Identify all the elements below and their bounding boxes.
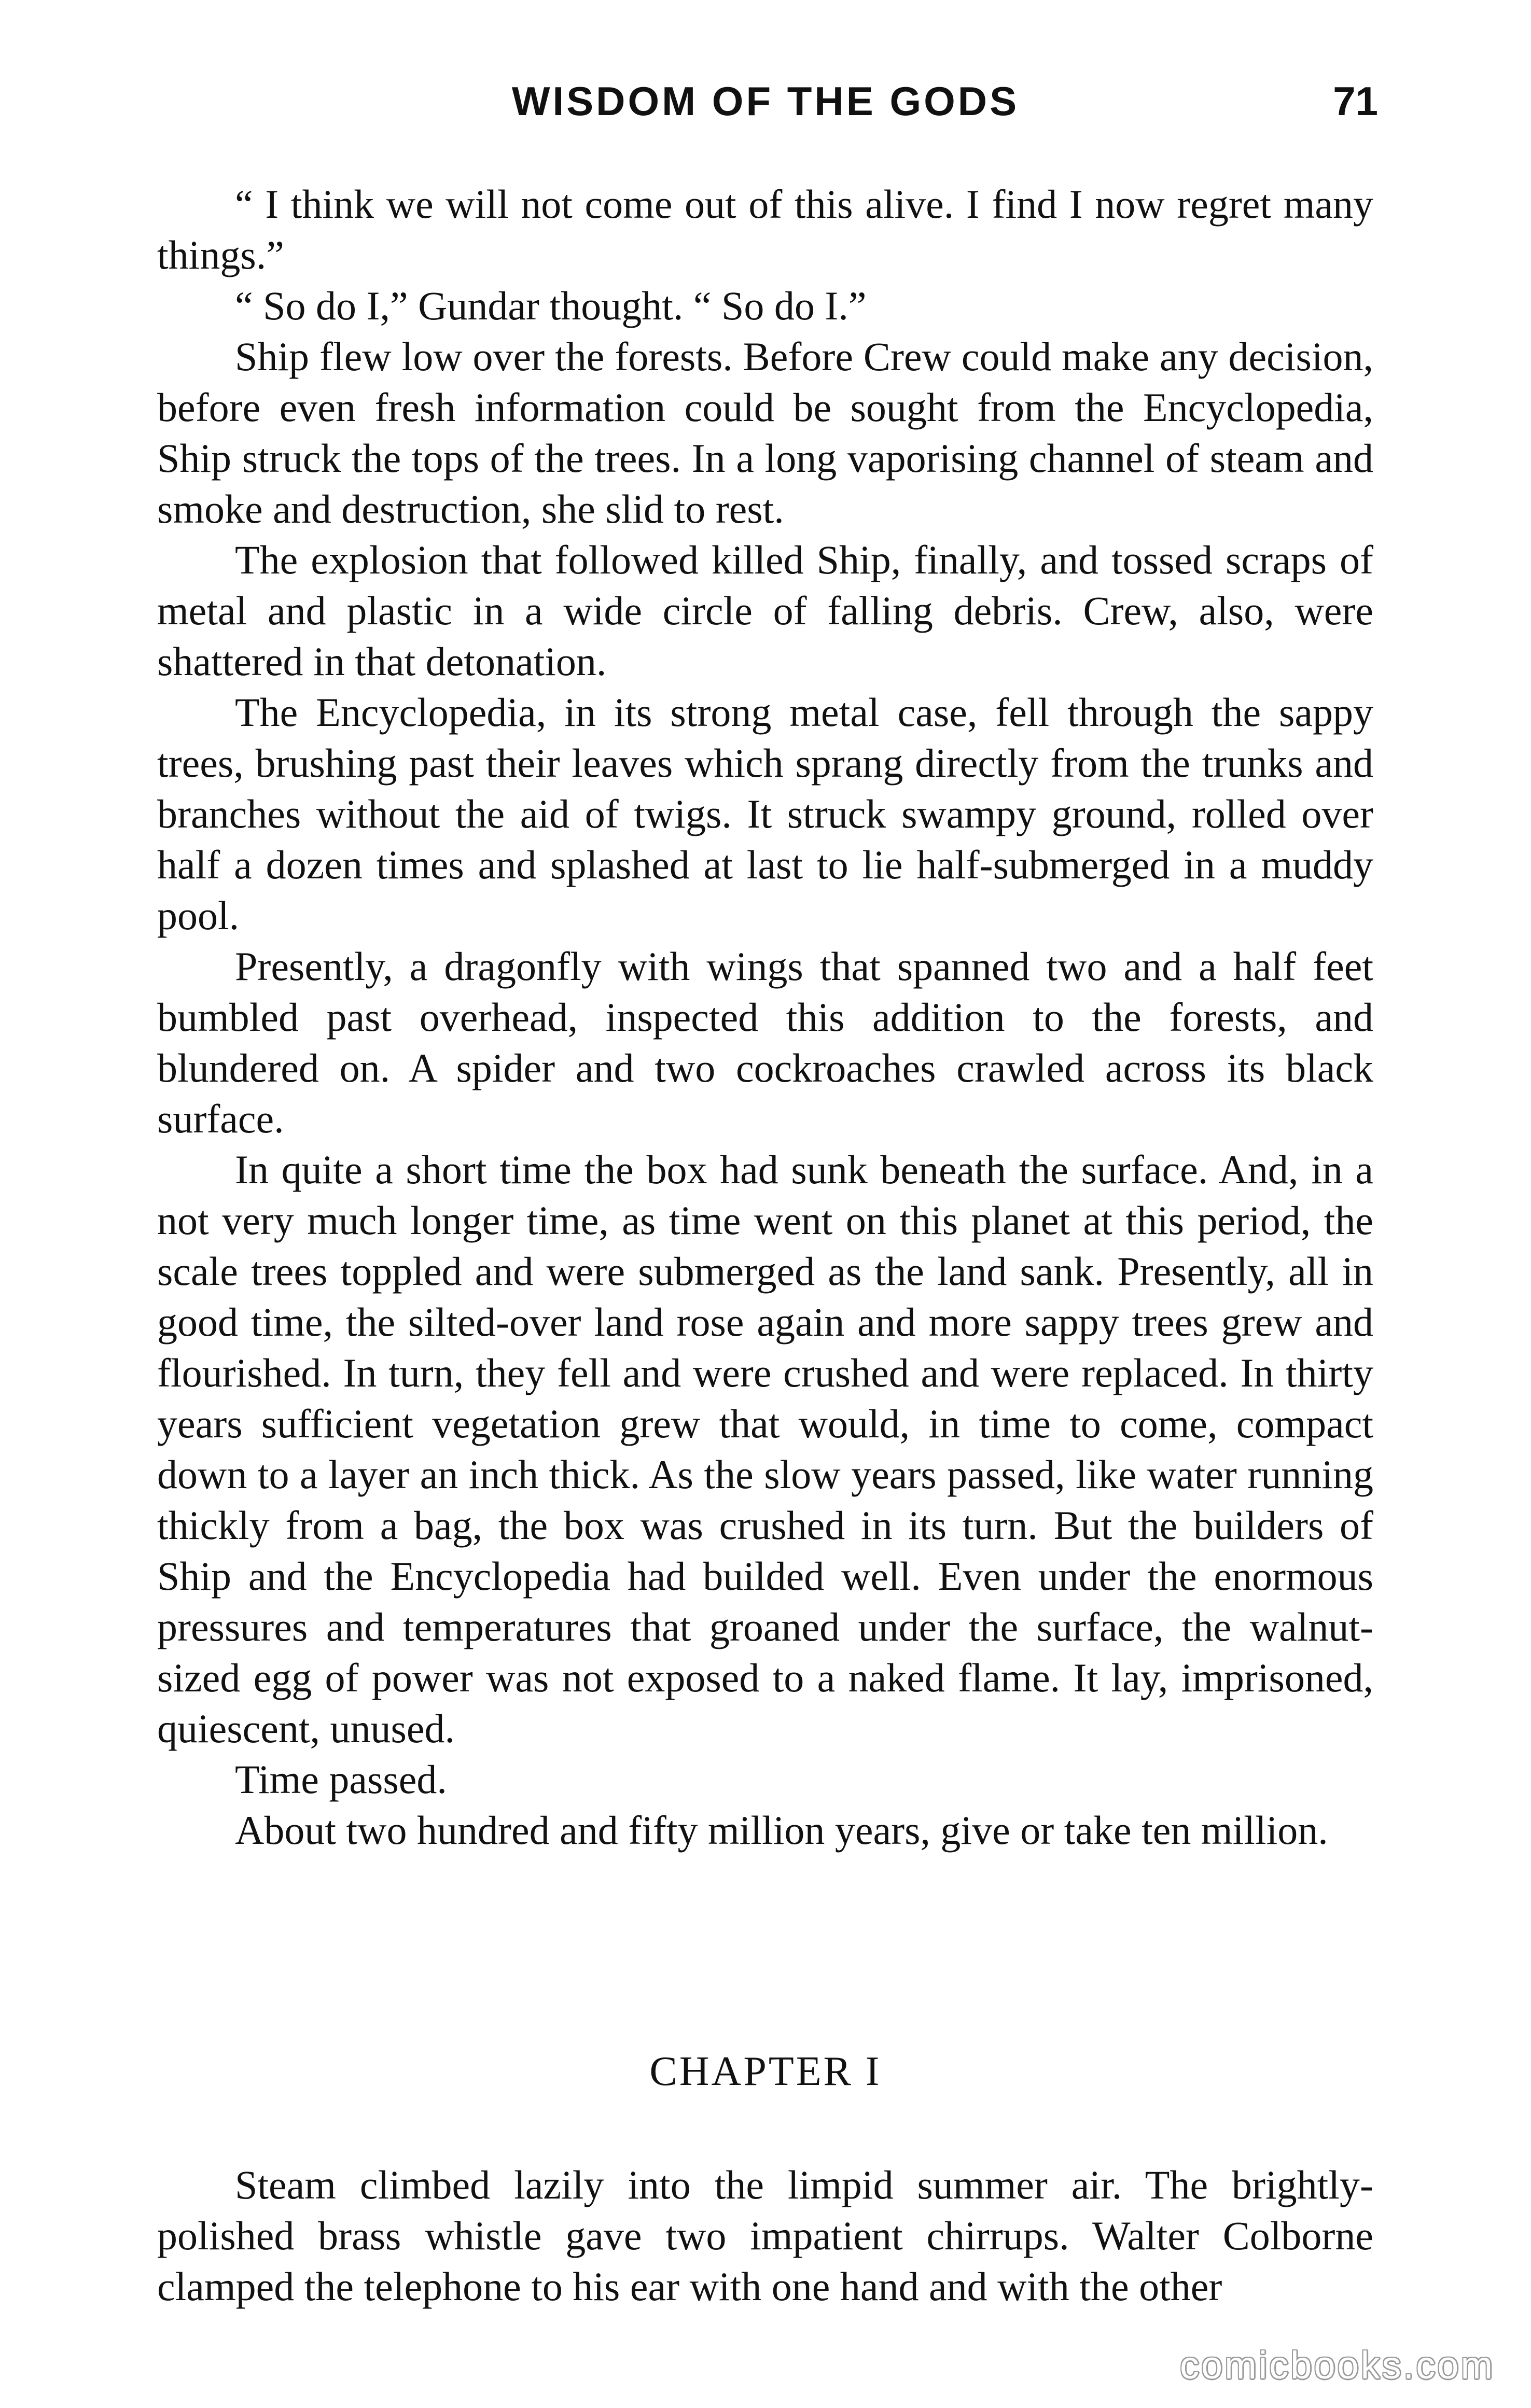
running-title: WISDOM OF THE GODS: [511, 78, 1020, 124]
paragraph: About two hundred and fifty million years, give or take ten million.: [235, 1808, 1328, 1853]
paragraph: Ship flew low over the forests. Before Crew could make any decision, before even fresh information could be sought from the Encyclopedia, Ship struck the tops of the trees. In a long vaporising channel of steam and smoke and destruction, she slid to rest.: [157, 334, 1373, 531]
running-header: [0, 78, 1531, 135]
page-number: 71: [1333, 78, 1378, 124]
watermark: comicbooks.com: [1179, 2344, 1495, 2387]
paragraph: Steam climbed lazily into the limpid summer air. The brightly-polished brass whistle gave two impatient chirrups. Walter Colborne clamped the telephone to his ear with one hand and with the other: [157, 2162, 1373, 2309]
paragraph: In quite a short time the box had sunk beneath the surface. And, in a not very much longer time, as time went on this planet at this period, the scale trees toppled and were submerged as the land sank. Presently, all in good time, the silted-over land rose again and more sappy trees grew and flourished. In turn, they fell and were crushed and were replaced. In thirty years sufficient vegetation grew that would, in time to come, compact down to a layer an inch thick. As the slow years passed, like water running thickly from a bag, the box was crushed in its turn. But the builders of Ship and the Encyclopedia had builded well. Even under the enormous pressures and temperatures that groaned under the surface, the walnut-sized egg of power was not exposed to a naked flame. It lay, imprisoned, quiescent, unused.: [157, 1147, 1373, 1751]
paragraph: Time passed.: [235, 1757, 447, 1802]
paragraph: “ I think we will not come out of this alive. I find I now regret many things.”: [157, 181, 1373, 277]
paragraph: The Encyclopedia, in its strong metal case, fell through the sappy trees, brushing past their leaves which sprang directly from the trunks and branches without the aid of twigs. It struck swampy ground, rolled over half a dozen times and splashed at last to lie half-submerged in a muddy pool.: [157, 690, 1373, 938]
paragraph: The explosion that followed killed Ship, finally, and tossed scraps of metal and plastic in a wide circle of falling debris. Crew, also, were shattered in that detonation.: [157, 537, 1373, 684]
body-text: [157, 179, 1373, 1856]
chapter-text: [157, 2160, 1373, 2312]
chapter-heading: CHAPTER I: [649, 2049, 882, 2094]
paragraph: “ So do I,” Gundar thought. “ So do I.”: [235, 283, 867, 328]
paragraph: Presently, a dragonfly with wings that spanned two and a half feet bumbled past overhead, inspected this addition to the forests, and blundered on. A spider and two cockroaches crawled across its black surface.: [157, 944, 1373, 1141]
